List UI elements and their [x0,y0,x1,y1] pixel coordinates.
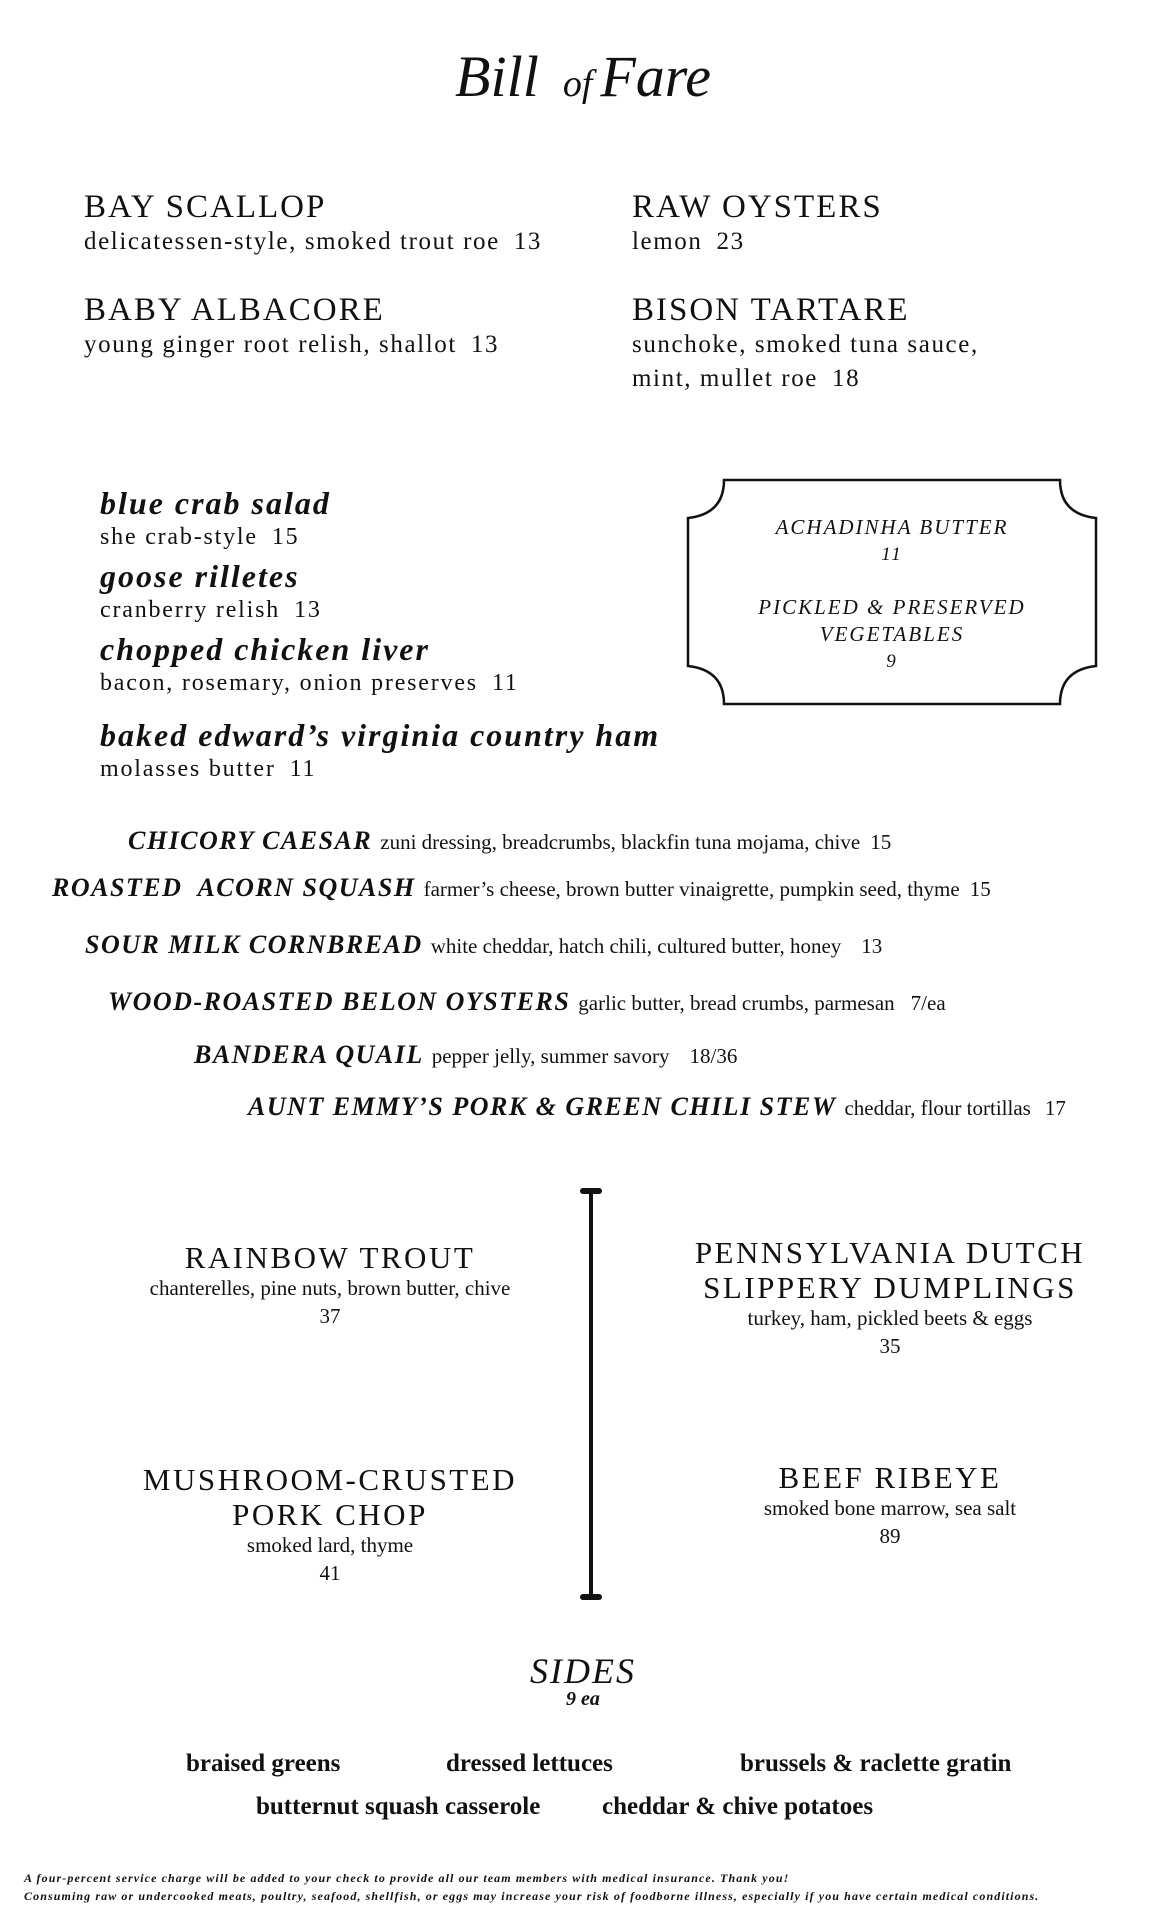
item-desc: delicatessen-style, smoked trout roe [84,227,500,255]
main-pork-chop [120,1462,540,1587]
item-price: 13 [294,596,322,623]
item-price: 7/ea [910,991,946,1015]
box-item-name: ACHADINHA BUTTER [775,515,1009,539]
item-name: BISON TARTARE [632,292,910,328]
item-price: 13 [513,227,543,255]
box-item-name: VEGETABLES [819,622,965,646]
item-desc: chanterelles, pine nuts, brown butter, chive [149,1276,511,1300]
box-item-name: PICKLED & PRESERVED [758,595,1026,619]
side-item: dressed lettuces [446,1750,613,1777]
item-name: blue crab salad [100,485,331,521]
item-name: MUSHROOM-CRUSTED [142,1462,518,1497]
menu-item-chopped-chicken-liver [100,633,519,699]
item-name: RAINBOW TROUT [184,1240,476,1275]
side-item: butternut squash casserole [256,1793,541,1820]
item-name: AUNT EMMY’S PORK & GREEN CHILI STEW [248,1092,837,1121]
side-item: brussels & raclette gratin [740,1750,1012,1777]
main-rainbow-trout [120,1240,540,1330]
menu-item-goose-rilletes [100,560,322,626]
item-desc: cranberry relish [100,596,281,623]
item-desc: pepper jelly, summer savory [431,1044,670,1068]
item-name: SOUR MILK CORNBREAD [85,930,423,959]
item-price: 11 [289,755,317,782]
item-price: 18/36 [689,1044,738,1068]
title-word-bill: Bill [455,44,539,109]
item-desc: zuni dressing, breadcrumbs, blackfin tuna mojama, chive [380,830,861,854]
item-price: 15 [969,877,991,901]
menu-item-pork-green-chili-stew [248,1094,1066,1120]
item-desc: young ginger root relish, shallot [84,330,457,358]
item-desc: lemon [632,227,703,255]
menu-item-bison-tartare [632,293,979,396]
box-item-price: 9 [886,651,898,672]
item-price: 35 [879,1334,901,1358]
box-item-price: 11 [881,544,903,565]
menu-item-blue-crab-salad [100,487,331,553]
title-word-fare: Fare [600,44,711,109]
footer-health-warning: Consuming raw or undercooked meats, poultry, seafood, shellfish, or eggs may increase your risk of foodborne illness, especially if you have certain medical conditions. [24,1889,1040,1903]
item-price: 37 [319,1304,341,1328]
menu-item-country-ham [100,719,660,785]
menu-item-raw-oysters [632,190,883,259]
item-price: 41 [319,1561,341,1585]
item-desc: garlic butter, bread crumbs, parmesan [578,991,895,1015]
item-name: SLIPPERY DUMPLINGS [703,1270,1077,1305]
menu-item-sour-milk-cornbread [85,932,882,958]
item-desc: smoked lard, thyme [246,1533,414,1557]
item-price: 15 [271,523,300,550]
item-price: 18 [832,364,861,392]
item-price: 17 [1044,1096,1066,1120]
vertical-divider [589,1190,593,1598]
footer-service-charge: A four-percent service charge will be added to your check to provide all our team members with medical insurance. Thank you! [24,1871,790,1885]
item-name: BAY SCALLOP [84,189,327,225]
title-word-of: of [562,63,593,105]
item-desc-line2: mint, mullet roe [632,364,818,392]
item-name: PORK CHOP [232,1497,428,1532]
main-slippery-dumplings [660,1235,1120,1360]
item-desc: bacon, rosemary, onion preserves [100,669,478,696]
item-desc: she crab-style [100,523,258,550]
item-name: BANDERA QUAIL [194,1040,424,1069]
side-item: cheddar & chive potatoes [602,1793,874,1820]
item-name: CHICORY CAESAR [128,826,373,855]
item-desc: farmer’s cheese, brown butter vinaigrette, pumpkin seed, thyme [423,877,960,901]
item-name: baked edward’s virginia country ham [100,717,661,753]
item-desc: turkey, ham, pickled beets & eggs [747,1306,1033,1330]
menu-item-belon-oysters [108,989,946,1015]
item-desc-line1: sunchoke, smoked tuna sauce, [632,330,979,358]
divider-cap-bottom [580,1594,602,1600]
menu-item-baby-albacore [84,293,499,362]
item-desc: smoked bone marrow, sea salt [763,1496,1017,1520]
item-name: BABY ALBACORE [84,292,385,328]
item-desc: cheddar, flour tortillas [844,1096,1031,1120]
condiments-box [686,478,1098,706]
item-desc: molasses butter [100,755,276,782]
sides-price: 9 ea [566,1688,600,1710]
item-price: 23 [716,227,745,255]
item-price: 13 [470,330,500,358]
item-price: 13 [861,934,883,958]
menu-item-bandera-quail [194,1042,737,1068]
main-beef-ribeye [680,1460,1100,1550]
side-item: braised greens [186,1750,341,1777]
menu-title [0,44,1166,109]
item-name: PENNSYLVANIA DUTCH [694,1235,1086,1270]
item-price: 89 [879,1524,901,1548]
sides-heading: SIDES [530,1651,636,1691]
item-name: RAW OYSTERS [632,189,883,225]
item-name: chopped chicken liver [100,631,430,667]
item-name: goose rilletes [100,558,300,594]
menu-item-chicory-caesar [128,828,891,854]
item-name: BEEF RIBEYE [778,1460,1002,1495]
menu-item-roasted-acorn-squash [52,875,991,901]
item-price: 11 [491,669,519,696]
item-name: ROASTED ACORN SQUASH [52,873,416,902]
item-name: WOOD-ROASTED BELON OYSTERS [108,987,571,1016]
item-price: 15 [870,830,892,854]
menu-item-bay-scallop [84,190,542,259]
item-desc: white cheddar, hatch chili, cultured butter, honey [430,934,842,958]
